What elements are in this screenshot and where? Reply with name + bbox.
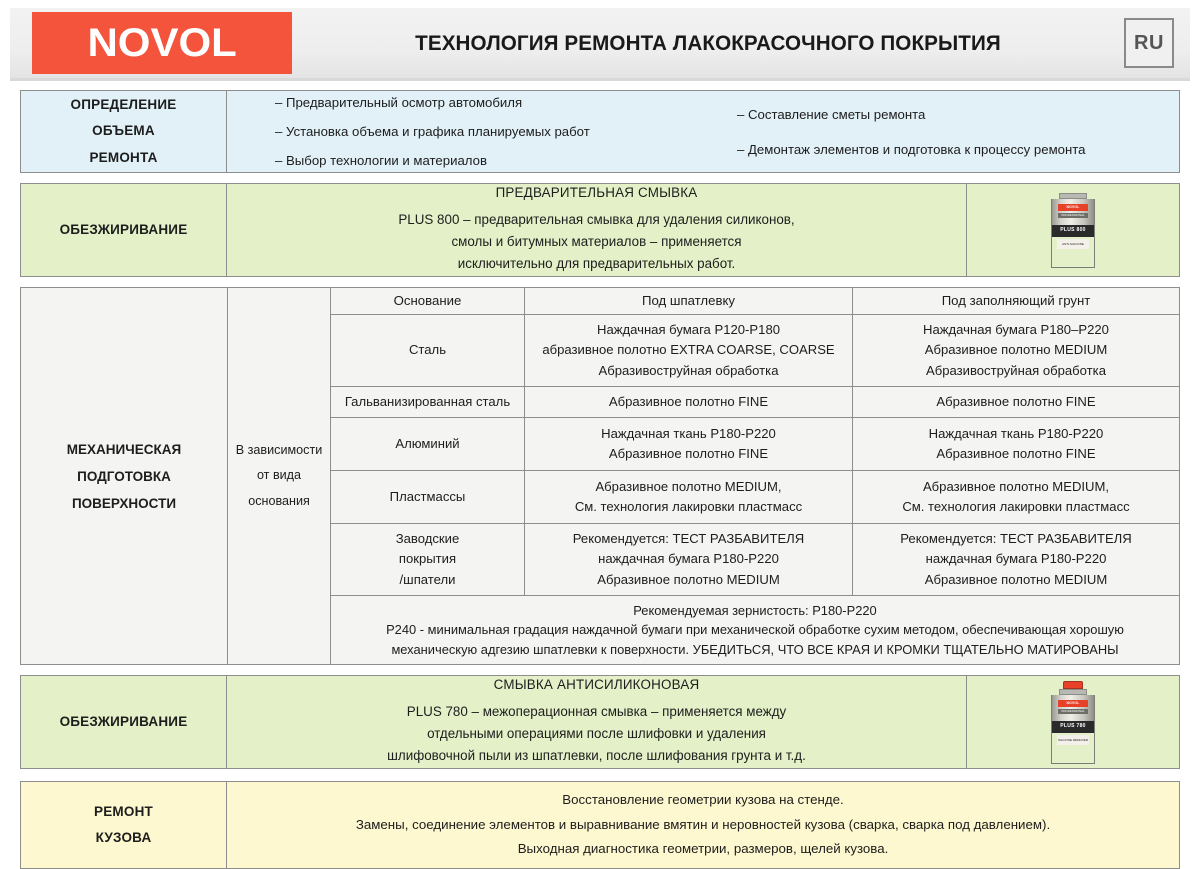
can-brand-label: NOVOL [1058, 700, 1088, 707]
cell-line: См. технология лакировки пластмасс [574, 499, 803, 514]
cell-line: Наждачная бумага Р180–Р220 [923, 322, 1109, 338]
degreasing-2-line: отдельными операциями после шлифовки и удаления [427, 726, 766, 742]
body-repair-line: Замены, соединение элементов и выравнивание вмятин и неровностей кузова (сварка, сварка под давлением). [355, 816, 1051, 832]
note-line: Р240 - минимальная градация наждачной бумаги при механической обработке сухим методом, обеспечивающая хорошую [386, 622, 1124, 638]
language-badge: RU [1124, 18, 1174, 68]
cell-line: Абразивоструйная обработка [926, 362, 1106, 378]
list-item: – Демонтаж элементов и подготовка к процессу ремонта [737, 141, 1086, 157]
can-variant-label: SILICONE REMOVER [1057, 735, 1089, 745]
scope-list-left [231, 95, 713, 168]
cell-base [331, 524, 525, 595]
list-item: – Составление сметы ремонта [737, 106, 926, 122]
cell-line: покрытия [398, 551, 457, 567]
table-row [331, 471, 1179, 524]
can-orange-section [1052, 237, 1094, 267]
body-repair-line: Выходная диагностика геометрии, размеров, щелей кузова. [517, 841, 889, 857]
cell-under-primer [853, 387, 1179, 417]
dependency-line-3: основания [248, 493, 310, 508]
cell-under-filler [525, 471, 853, 523]
mechanical-table [331, 288, 1179, 664]
list-item: – Выбор технологии и материалов [275, 153, 487, 168]
cell-line: Наждачная бумага Р120-Р180 [596, 322, 781, 338]
cell-base: Гальванизированная сталь [331, 387, 525, 417]
cell-under-filler [525, 524, 853, 595]
cell-base: Сталь [331, 315, 525, 386]
degreasing-2-body [227, 676, 967, 768]
section-degreasing-antisilicone [20, 675, 1180, 769]
degreasing-1-line: исключительно для предварительных работ. [457, 255, 736, 271]
table-note-row [331, 596, 1179, 664]
cell-base: Алюминий [331, 418, 525, 470]
logo-text: NOVOL [87, 20, 237, 65]
dependency-line-2: от вида [256, 468, 302, 483]
can-silver-section [1052, 199, 1094, 225]
can-product-label: PLUS 780 [1060, 722, 1086, 729]
cell-line: Заводские [395, 531, 460, 547]
product-image-plus-780 [967, 676, 1179, 768]
scope-body [227, 91, 1179, 172]
cell-line: Абразивное полотно MEDIUM [924, 342, 1108, 358]
can-orange-section [1052, 733, 1094, 763]
degreasing-2-title: СМЫВКА АНТИСИЛИКОНОВАЯ [493, 677, 700, 693]
cell-line: Наждачная ткань Р180-Р220 [601, 425, 776, 441]
degreasing-2-line: PLUS 780 – межоперационная смывка – применяется между [406, 704, 787, 720]
table-row [331, 524, 1179, 596]
degreasing-1-title: ПРЕДВАРИТЕЛЬНАЯ СМЫВКА [495, 185, 698, 201]
can-body [1051, 695, 1095, 764]
grit-recommendation-note [331, 596, 1179, 664]
cell-line: /шпатели [399, 571, 456, 587]
section-body-repair [20, 781, 1180, 869]
column-header-under-primer: Под заполняющий грунт [941, 292, 1091, 308]
section-label-mechanical [21, 288, 228, 664]
cell-line: Абразивное полотно MEDIUM [924, 571, 1108, 587]
can-sub-label: PROFESSIONAL [1058, 709, 1088, 714]
cell-under-primer [853, 418, 1179, 470]
cell-line: Абразивное полотно FINE [608, 446, 769, 461]
section-scope-of-repair [20, 90, 1180, 173]
body-repair-line: Восстановление геометрии кузова на стенде. [562, 792, 844, 808]
cell-line: Абразивное полотно MEDIUM, [922, 478, 1110, 494]
list-item: – Установка объема и графика планируемых работ [275, 124, 590, 139]
section-label-degreasing-1 [21, 184, 227, 276]
list-item: – Предварительный осмотр автомобиля [275, 95, 523, 110]
page-header [10, 8, 1190, 81]
body-repair-label-line-2: КУЗОВА [95, 830, 152, 845]
can-sub-label: PROFESSIONAL [1058, 213, 1088, 218]
cell-line: наждачная бумага Р180-Р220 [925, 551, 1107, 567]
table-row [331, 418, 1179, 471]
mechanical-dependency-note [228, 288, 331, 664]
scope-label-line-1: ОПРЕДЕЛЕНИЕ [70, 97, 177, 113]
section-label-degreasing-2 [21, 676, 227, 768]
section-degreasing-preliminary [20, 183, 1180, 277]
cell-under-primer [853, 471, 1179, 523]
can-cap [1063, 681, 1083, 689]
cell-line: Рекомендуется: ТЕСТ РАЗБАВИТЕЛЯ [572, 531, 805, 547]
cell-line: Абразивное полотно MEDIUM [597, 571, 780, 587]
table-row [331, 387, 1179, 418]
degreasing-1-line: смолы и битумных материалов – применяется [451, 234, 742, 250]
mech-label-line-2: ПОДГОТОВКА [77, 468, 171, 484]
mech-label-line-1: МЕХАНИЧЕСКАЯ [66, 441, 182, 457]
technology-chart-page [0, 8, 1200, 856]
novol-logo [32, 12, 292, 74]
degreasing-2-label: ОБЕЗЖИРИВАНИЕ [59, 713, 188, 729]
cell-line: Абразивоструйная обработка [598, 362, 779, 378]
column-header-under-filler: Под шпатлевку [525, 288, 853, 314]
can-product-band [1052, 225, 1094, 237]
cell-line: Рекомендуется: ТЕСТ РАЗБАВИТЕЛЯ [900, 531, 1132, 547]
degreasing-1-body [227, 184, 967, 276]
page-title: ТЕХНОЛОГИЯ РЕМОНТА ЛАКОКРАСОЧНОГО ПОКРЫТИЯ [415, 30, 1001, 55]
cell-under-filler [525, 387, 853, 417]
section-label-body-repair [21, 782, 227, 868]
degreasing-1-line: PLUS 800 – предварительная смывка для удаления силиконов, [398, 212, 795, 228]
can-variant-label: ANTI-SILICONE [1057, 239, 1089, 249]
can-silver-section [1052, 695, 1094, 721]
cell-line: Абразивное полотно FINE [936, 393, 1096, 409]
cell-line: наждачная бумага Р180-Р220 [598, 551, 779, 567]
dependency-line-1: В зависимости [235, 443, 323, 458]
section-label-scope [21, 91, 227, 172]
can-product-label: PLUS 800 [1060, 226, 1086, 233]
body-repair-body [227, 782, 1179, 868]
table-header-row [331, 288, 1179, 315]
cell-base: Пластмассы [331, 471, 525, 523]
cell-line: абразивное полотно EXTRA COARSE, COARSE [542, 342, 835, 358]
scope-label-line-2: ОБЪЕМА [92, 123, 155, 139]
cell-line: Абразивное полотно FINE [608, 393, 769, 409]
degreasing-1-label: ОБЕЗЖИРИВАНИЕ [59, 221, 188, 237]
cell-under-filler [525, 315, 853, 386]
can-brand-label: NOVOL [1058, 204, 1088, 211]
mech-label-line-3: ПОВЕРХНОСТИ [71, 495, 177, 511]
cell-under-filler [525, 418, 853, 470]
cell-line: Наждачная ткань Р180-Р220 [928, 425, 1104, 441]
paint-can-icon [1051, 193, 1095, 268]
cell-under-primer [853, 524, 1179, 595]
column-header-base: Основание [331, 288, 525, 314]
cell-line: См. технология лакировки пластмасс [902, 499, 1130, 514]
note-line: механическую адгезию шпатлевки к поверхности. УБЕДИТЬСЯ, ЧТО ВСЕ КРАЯ И КРОМКИ ТЩАТЕЛЬНО МАТИРОВАНЫ [391, 641, 1119, 657]
note-line: Рекомендуемая зернистость: Р180-Р220 [633, 602, 877, 618]
table-row [331, 315, 1179, 387]
cell-line: Абразивное полотно FINE [936, 446, 1096, 461]
can-body [1051, 199, 1095, 268]
scope-label-line-3: РЕМОНТА [89, 149, 158, 165]
product-image-plus-800 [967, 184, 1179, 276]
paint-can-icon [1051, 681, 1095, 764]
scope-list-right [713, 107, 1175, 157]
body-repair-label-line-1: РЕМОНТ [94, 803, 153, 819]
cell-under-primer [853, 315, 1179, 386]
cell-line: Абразивное полотно MEDIUM, [595, 478, 782, 494]
degreasing-2-line: шлифовочной пыли из шпатлевки, после шлифования грунта и т.д. [387, 747, 806, 763]
can-product-band [1052, 721, 1094, 733]
section-mechanical-preparation [20, 287, 1180, 665]
